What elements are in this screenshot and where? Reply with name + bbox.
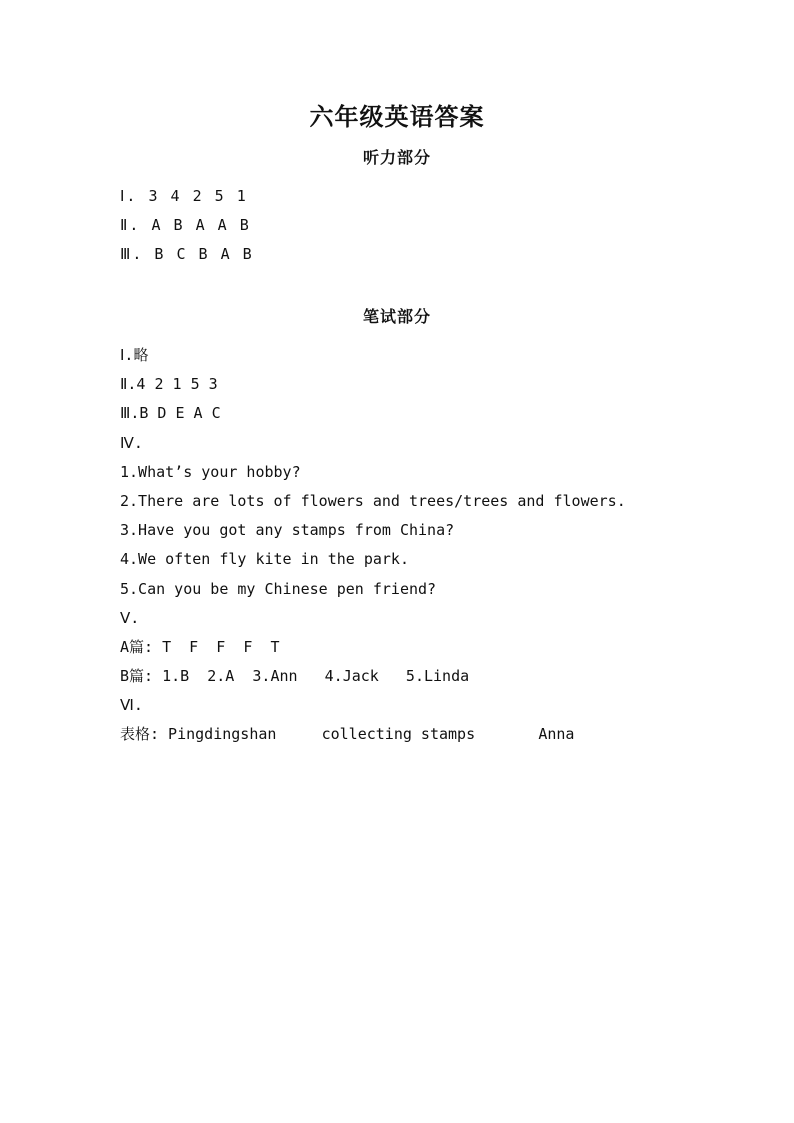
written-answer-line: 2.There are lots of flowers and trees/trees and flowers. <box>120 491 626 510</box>
document-title: 六年级英语答案 <box>309 102 485 131</box>
written-answer-line: Ⅵ. <box>120 696 143 715</box>
listening-answer-line: Ⅰ. 3 4 2 5 1 <box>120 187 248 205</box>
written-answer-line: 5.Can you be my Chinese pen friend? <box>120 579 437 598</box>
listening-heading: 听力部分 <box>362 148 431 167</box>
written-answer-line: Ⅳ. <box>120 433 143 452</box>
written-answer-line: Ⅲ.B D E A C <box>120 404 221 423</box>
written-heading: 笔试部分 <box>362 307 431 326</box>
written-answer-line: Ⅰ.略 <box>120 346 149 364</box>
listening-answer-line: Ⅲ. B C B A B <box>120 245 254 264</box>
written-answer-line: 1.What’s your hobby? <box>120 462 301 481</box>
written-answer-line: Ⅱ.4 2 1 5 3 <box>120 375 218 394</box>
listening-answer-line: Ⅱ. A B A A B <box>120 216 251 235</box>
written-answer-line: A篇: T F F F T <box>120 637 280 656</box>
written-answer-line: 4.We often fly kite in the park. <box>120 550 409 569</box>
written-answer-line: Ⅴ. <box>120 608 140 627</box>
written-answer-line: 3.Have you got any stamps from China? <box>120 521 455 540</box>
written-answer-line: 表格: Pingdingshan collecting stamps Anna <box>120 725 575 744</box>
written-answers <box>120 341 760 750</box>
written-answer-line: B篇: 1.B 2.A 3.Ann 4.Jack 5.Linda <box>120 667 470 686</box>
listening-answers <box>120 182 760 270</box>
